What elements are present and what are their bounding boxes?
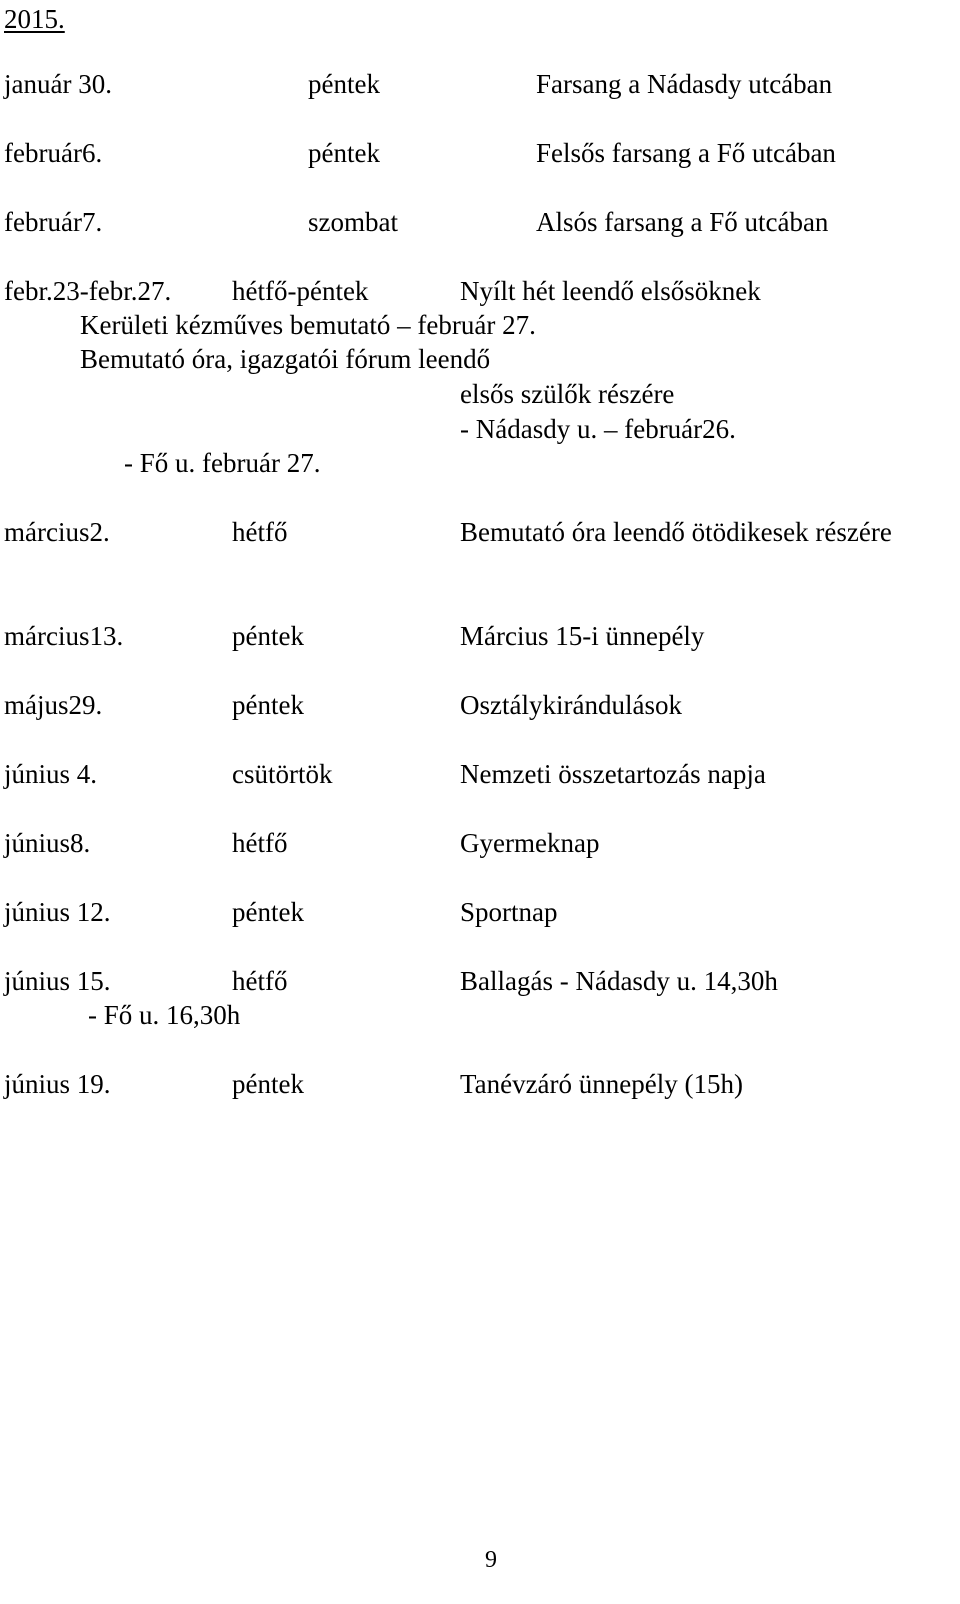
event-day: péntek xyxy=(232,897,304,927)
event-date: június 12. xyxy=(4,897,111,927)
event-date: január 30. xyxy=(4,69,112,99)
detail-line: - Fő u. február 27. xyxy=(124,448,321,478)
event-description: Bemutató óra leendő ötödikesek részére xyxy=(460,517,892,547)
event-description: Ballagás - Nádasdy u. 14,30h xyxy=(460,966,778,996)
graduation-extra: - Fő u. 16,30h xyxy=(88,1000,241,1030)
event-day: hétfő xyxy=(232,828,288,858)
event-day: hétfő-péntek xyxy=(232,276,369,306)
event-date: febr.23-febr.27. xyxy=(4,276,172,306)
event-day: péntek xyxy=(232,621,304,651)
event-description: Farsang a Nádasdy utcában xyxy=(536,69,833,99)
page-number: 9 xyxy=(485,1547,497,1573)
event-description: Gyermeknap xyxy=(460,828,600,858)
event-day: péntek xyxy=(232,1069,304,1099)
event-date: március2. xyxy=(4,517,110,547)
detail-line: Kerületi kézműves bemutató – február 27. xyxy=(80,310,536,340)
event-description: Felsős farsang a Fő utcában xyxy=(536,138,836,168)
event-date: február7. xyxy=(4,207,103,237)
event-day: péntek xyxy=(308,69,380,99)
event-date: június 19. xyxy=(4,1069,111,1099)
event-day: hétfő xyxy=(232,517,288,547)
event-description: Tanévzáró ünnepély (15h) xyxy=(460,1069,743,1099)
year-heading: 2015. xyxy=(4,4,65,34)
event-day: szombat xyxy=(308,207,398,237)
event-day: csütörtök xyxy=(232,759,333,789)
event-day: péntek xyxy=(232,690,304,720)
event-description: Nyílt hét leendő elsősöknek xyxy=(460,276,761,306)
event-description: Osztálykirándulások xyxy=(460,690,682,720)
event-description: Alsós farsang a Fő utcában xyxy=(536,207,829,237)
event-day: péntek xyxy=(308,138,380,168)
detail-line: - Nádasdy u. – február26. xyxy=(460,414,736,444)
event-description: Sportnap xyxy=(460,897,558,927)
event-date: június8. xyxy=(4,828,91,858)
detail-line: Bemutató óra, igazgatói fórum leendő xyxy=(80,344,491,374)
event-day: hétfő xyxy=(232,966,288,996)
event-date: május29. xyxy=(4,690,103,720)
event-date: március13. xyxy=(4,621,124,651)
event-date: február6. xyxy=(4,138,103,168)
event-description: Nemzeti összetartozás napja xyxy=(460,759,766,789)
detail-line: elsős szülők részére xyxy=(460,379,675,409)
event-date: június 4. xyxy=(4,759,98,789)
event-description: Március 15-i ünnepély xyxy=(460,621,705,651)
event-date: június 15. xyxy=(4,966,111,996)
